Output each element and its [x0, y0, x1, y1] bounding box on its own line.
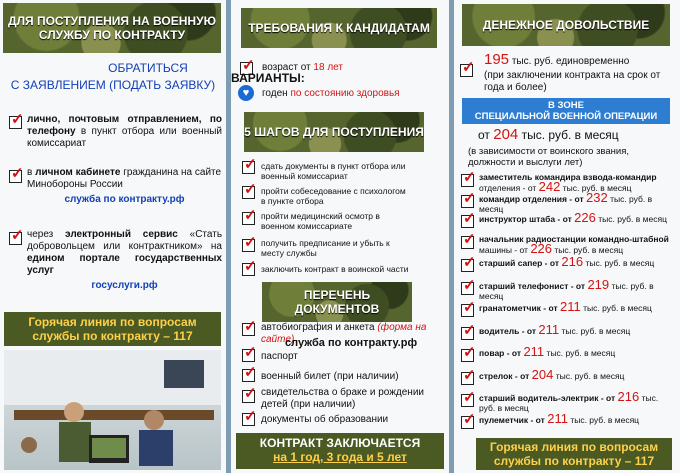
option-cabinet-link[interactable]: служба по контракту.рф [64, 194, 185, 205]
option-gosuslugi-b: электронный сервис [65, 229, 178, 240]
onetime-payment-note: (при заключении контракта на срок от года и более) [484, 70, 661, 93]
position-salary: 216 [617, 389, 640, 404]
position-title: начальник радиостанции командно-штабной [479, 234, 669, 244]
checkbox-icon [9, 170, 22, 183]
position-title: гранатометчик - от [479, 303, 558, 313]
requirement-health-value: по состоянию здоровья [290, 88, 400, 99]
checkbox-icon [461, 195, 474, 208]
checkbox-icon [461, 416, 474, 429]
position-row [479, 234, 675, 255]
position-salary-unit: тыс. руб. в месяц [554, 245, 624, 255]
position-row [479, 299, 675, 314]
checkbox-icon [242, 413, 255, 426]
position-salary-unit: тыс. руб. в месяц [555, 371, 625, 381]
checkbox-icon [461, 327, 474, 340]
variants-label: ВАРИАНТЫ: [231, 71, 305, 85]
position-row [479, 210, 675, 225]
option-cabinet-c: гражданина на сайте Минобороны России [27, 167, 222, 190]
steps-title: 5 ШАГОВ ДЛЯ ПОСТУПЛЕНИЯ [244, 112, 424, 152]
requirement-health [262, 88, 400, 100]
checkbox-icon [461, 304, 474, 317]
position-salary: 211 [523, 344, 545, 359]
recruitment-office-photo [4, 350, 221, 470]
option-gosuslugi-link[interactable]: госуслуги.рф [91, 280, 158, 291]
checkbox-icon [460, 64, 473, 77]
doc-certificates: свидетельства о браке и рождении детей (при наличии) [261, 387, 424, 410]
contract-line1: КОНТРАКТ ЗАКЛЮЧАЕТСЯ [259, 436, 421, 450]
checkbox-icon [461, 349, 474, 362]
position-title: старший сапер - от [479, 258, 560, 268]
checkbox-icon [461, 236, 474, 249]
checkbox-icon [461, 394, 474, 407]
position-title: стрелок - от [479, 371, 530, 381]
position-row [479, 254, 675, 269]
requirement-age-value: 18 лет [313, 62, 343, 73]
step-1: сдать документы в пункт отбора или военный комиссариат [261, 161, 406, 181]
documents-title: ПЕРЕЧЕНЬ ДОКУМЕНТОВ [262, 282, 412, 322]
monthly-payment-from: от [478, 128, 490, 142]
salary-title: ДЕНЕЖНОЕ ДОВОЛЬСТВИЕ [462, 4, 670, 46]
position-title: повар - от [479, 348, 522, 358]
position-title: командир отделения - от [479, 194, 584, 204]
step-5: заключить контракт в воинской части [261, 264, 409, 274]
checkbox-icon [242, 323, 255, 336]
apply-line1: ОБРАТИТЬСЯ [108, 61, 188, 75]
position-title: пулеметчик - от [479, 415, 545, 425]
position-title: старший водитель-электрик - от [479, 393, 616, 403]
position-salary-unit: тыс. руб. в месяц [598, 214, 667, 224]
position-salary-unit: тыс. руб. в месяц [562, 183, 632, 193]
checkbox-icon [461, 282, 474, 295]
position-row [479, 389, 675, 413]
apply-title: ДЛЯ ПОСТУПЛЕНИЯ НА ВОЕННУЮ СЛУЖБУ ПО КОНТРАКТУ [3, 3, 221, 53]
option-cabinet [27, 167, 222, 206]
checkbox-icon [461, 259, 474, 272]
svo-zone-line2: СПЕЦИАЛЬНОЙ ВОЕННОЙ ОПЕРАЦИИ [474, 111, 658, 122]
heart-icon: ♥ [238, 85, 254, 101]
monthly-payment-note: (в зависимости от воинского звания, должности и выслуги лет) [468, 146, 629, 168]
checkbox-icon [242, 263, 255, 276]
apply-line2: С ЗАЯВЛЕНИЕМ (ПОДАТЬ ЗАЯВКУ) [10, 78, 216, 92]
checkbox-icon [461, 372, 474, 385]
position-salary-unit: тыс. руб. в месяц [479, 393, 659, 413]
position-title: водитель - от [479, 326, 537, 336]
doc-military-id: военный билет (при наличии) [261, 371, 399, 382]
checkbox-icon [242, 239, 255, 252]
position-salary-unit: тыс. руб. в месяц [561, 326, 631, 336]
option-cabinet-b: личном кабинете [35, 167, 121, 178]
position-salary: 226 [530, 241, 553, 256]
checkbox-icon [242, 349, 255, 362]
option-cabinet-a: в [27, 167, 33, 178]
hotline-banner-right: Горячая линия по вопросам службы по контракту – 117 [476, 438, 672, 470]
step-3: пройти медицинский осмотр в военном комиссариате [261, 211, 380, 231]
checkbox-icon [242, 212, 255, 225]
option-gosuslugi-a: через [27, 229, 54, 240]
position-salary: 211 [560, 299, 581, 314]
checkbox-icon [242, 186, 255, 199]
position-title-cont: машины - от [479, 245, 528, 255]
position-row [479, 322, 675, 337]
doc-passport: паспорт [261, 351, 298, 362]
position-salary-unit: тыс. руб. в месяц [479, 194, 653, 214]
position-salary: 211 [547, 411, 568, 426]
monthly-payment [478, 128, 619, 142]
contract-line2: на 1 год, 3 года и 5 лет [273, 450, 407, 464]
position-salary: 226 [574, 210, 596, 225]
requirement-health-label: годен [262, 88, 288, 99]
checkbox-icon [461, 215, 474, 228]
position-title: инструктор штаба - от [479, 214, 572, 224]
position-salary-unit: тыс. руб. в месяц [479, 281, 654, 301]
onetime-payment [484, 51, 674, 94]
checkbox-icon [9, 232, 22, 245]
position-row [479, 277, 675, 301]
position-salary-unit: тыс. руб. в месяц [585, 258, 655, 268]
apply-heading [0, 61, 226, 92]
doc-autobiography-link[interactable]: служба по контракту.рф [285, 337, 418, 349]
position-salary: 204 [531, 367, 554, 382]
option-gosuslugi-c: «Стать добровольцем или контрактником» на [27, 229, 223, 252]
option-gosuslugi-d: едином портале государственных услуг [27, 253, 222, 276]
requirements-title: ТРЕБОВАНИЯ К КАНДИДАТАМ [241, 8, 437, 48]
doc-autobiography-label: автобиография и анкета [261, 322, 375, 333]
option-gosuslugi [27, 229, 222, 292]
step-4: получить предписание и убыть к месту службы [261, 238, 390, 258]
checkbox-icon [242, 369, 255, 382]
position-salary: 219 [587, 277, 610, 292]
position-salary-unit: тыс. руб. в месяц [546, 348, 616, 358]
position-salary: 232 [586, 190, 608, 205]
position-row [479, 344, 675, 359]
position-title-cont: отделения - от [479, 183, 537, 193]
svo-zone-banner [462, 98, 670, 124]
doc-education: документы об образовании [261, 414, 389, 425]
contract-banner [236, 433, 444, 469]
checkbox-icon [9, 116, 22, 129]
onetime-payment-amount: 195 [484, 51, 510, 68]
monthly-payment-label: тыс. руб. в месяц [521, 128, 619, 142]
recruitment-office-illustration [4, 350, 221, 470]
position-salary-unit: тыс. руб. в месяц [583, 303, 652, 313]
option-in-person-rest: в пункт отбора или военный комиссариат [27, 126, 222, 149]
svo-zone-line1: В ЗОНЕ [548, 100, 584, 111]
onetime-payment-label: тыс. руб. единовременно [511, 56, 630, 67]
monthly-payment-amount: 204 [493, 126, 519, 143]
checkbox-icon [461, 174, 474, 187]
position-row [479, 367, 675, 382]
requirement-age-label: возраст от [262, 62, 311, 73]
position-salary-unit: тыс. руб. в месяц [570, 415, 640, 425]
position-row [479, 172, 675, 193]
doc-autobiography-note: (форма на сайте) [261, 322, 427, 345]
position-salary: 242 [538, 179, 561, 194]
step-2: пройти собеседование с психологом в пункте отбора [261, 186, 406, 206]
position-salary: 211 [538, 322, 560, 337]
position-title: старший телефонист - от [479, 281, 586, 291]
hotline-banner-left: Горячая линия по вопросам службы по контракту – 117 [4, 312, 221, 346]
position-row [479, 411, 675, 426]
position-salary: 216 [561, 254, 584, 269]
checkbox-icon [242, 161, 255, 174]
option-in-person [27, 114, 222, 150]
checkbox-icon [242, 390, 255, 403]
option-in-person-bold: лично, почтовым отправлением, по телефону [27, 114, 222, 137]
position-title: заместитель командира взвода-командир [479, 172, 657, 182]
